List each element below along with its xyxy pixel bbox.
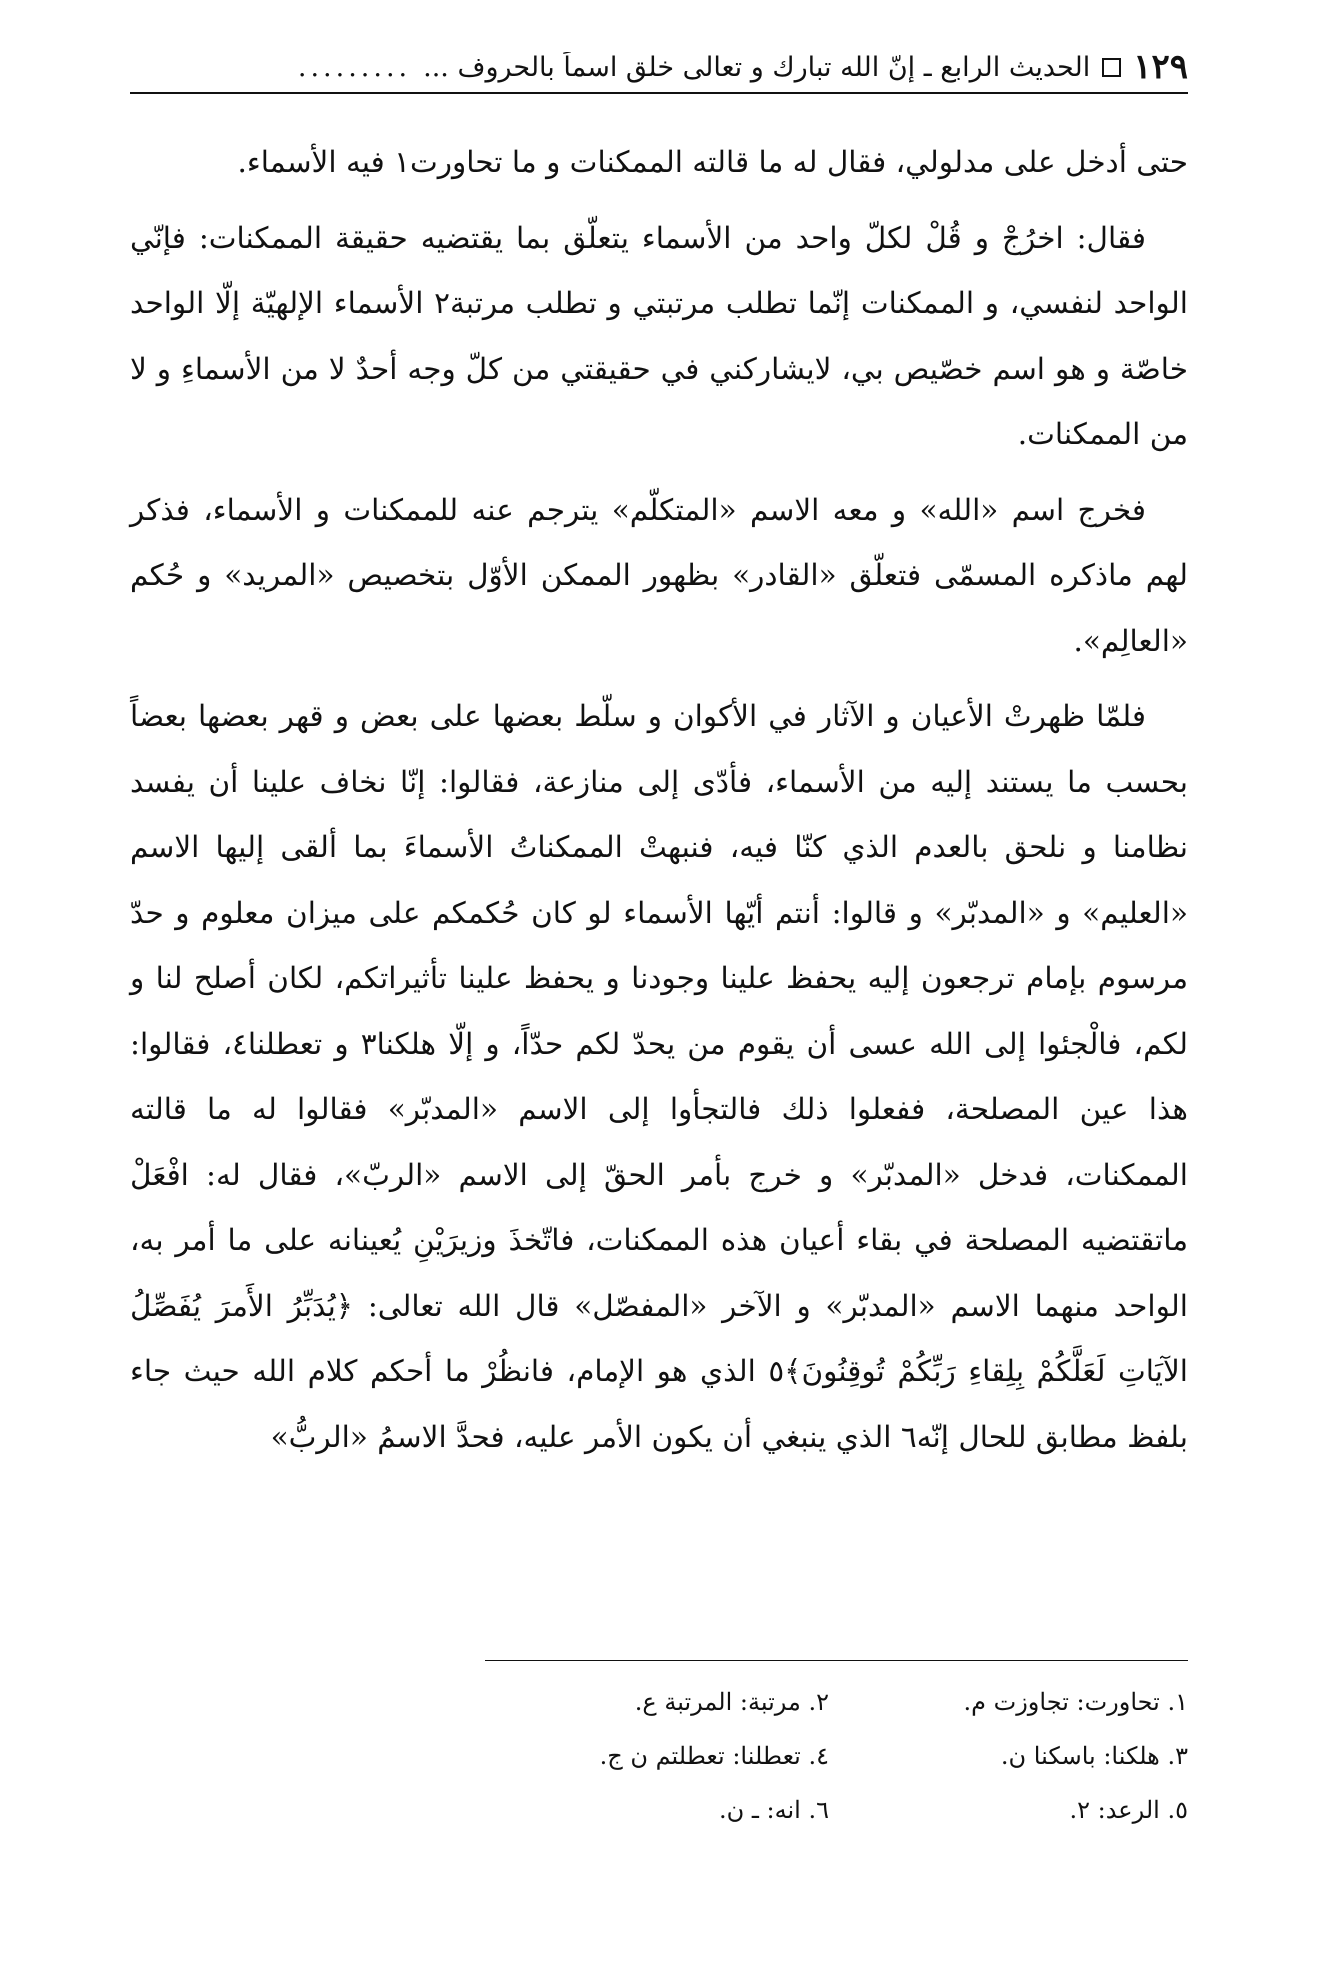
paragraph: حتى أدخل على مدلولي، فقال له ما قالته الممكنات و ما تحاورت١ فيه الأسماء.	[237, 145, 1188, 179]
footnotes	[470, 1685, 1188, 1827]
footnote: ٤. تعطلنا: تعطلتم ن ج.	[599, 1742, 829, 1770]
header-rule	[130, 92, 1188, 94]
footnote-rule	[485, 1660, 1188, 1661]
footnote: ٣. هلكنا: باسكنا ن.	[1000, 1742, 1188, 1770]
paragraph: فلمّا ظهرتْ الأعيان و الآثار في الأكوان و سلّط بعضها على بعض و قهر بعضها بعضاً بحسب ما يستند إليه من الأسماء، فأدّى إلى منازعة، فقالوا: إنّا نخاف علينا أن يفسد نظامنا و نلحق بالعدم الذي كنّا فيه، فنبهتْ الممكناتُ الأسماءَ بما ألقى إليها الاسم «العليم» و «المدبّر» و قالوا: أنتم أيّها الأسماء لو كان حُكمكم على ميزان معلوم و حدّ مرسوم بإمام ترجعون إليه يحفظ علينا وجودنا و يحفظ علينا تأثيراتكم، لكان أصلح لنا و لكم، فالْجئوا إلى الله عسى أن يقوم من يحدّ لكم حدّاً، و إلّا هلكنا٣ و تعطلنا٤، فقالوا: هذا عين المصلحة، ففعلوا ذلك فالتجأوا إلى الاسم «المدبّر» فقالوا له ما قالته الممكنات، فدخل «المدبّر» و خرج بأمر الحقّ إلى الاسم «الربّ»، فقال له: افْعَلْ ماتقتضيه المصلحة في بقاء أعيان هذه الممكنات، فاتّخذَ وزيرَيْنِ يُعينانه على ما أمر به، الواحد منهما الاسم «المدبّر» و الآخر «المفصّل» قال الله تعالى: ﴿يُدَبِّرُ الأَمرَ يُفَصِّلُ الآيَاتِ لَعَلَّكُمْ بِلِقاءِ رَبِّكُمْ تُوقِنُونَ﴾٥ الذي هو الإمام، فانظُرْ ما أحكم كلام الله حيث جاء بلفظ مطابق للحال إنّه٦ الذي ينبغي أن يكون الأمر عليه، فحدَّ الاسمُ «الربُّ»	[130, 699, 1188, 1454]
main-text	[130, 130, 1188, 1480]
square-ornament-icon	[1102, 58, 1121, 77]
running-header	[130, 42, 1188, 92]
footnote: ٥. الرعد: ٢.	[1069, 1796, 1188, 1824]
footnote: ١. تحاورت: تجاوزت م.	[963, 1688, 1188, 1716]
header-dot-leader: .........	[297, 51, 412, 83]
paragraph: فخرج اسم «الله» و معه الاسم «المتكلّم» يترجم عنه للممكنات و الأسماء، فذكر لهم ماذكره المسمّى فتعلّق «القادر» بظهور الممكن الأوّل بتخصيص «المريد» و حُكم «العالِم».	[130, 492, 1188, 658]
footnote: ٦. انه: ـ ن.	[719, 1796, 829, 1824]
paragraph: فقال: اخرُجْ و قُلْ لكلّ واحد من الأسماء يتعلّق بما يقتضيه حقيقة الممكنات: فإنّي الواحد لنفسي، و الممكنات إنّما تطلب مرتبتي و تطلب مرتبة٢ الأسماء الإلهيّة إلّا الواحد خاصّة و هو اسم خصّيص بي، لايشاركني في حقيقتي من كلّ وجه أحدٌ لا من الأسماءِ و لا من الممكنات.	[130, 220, 1188, 451]
footnote: ٢. مرتبة: المرتبة ع.	[634, 1688, 829, 1716]
running-title: الحديث الرابع ـ إنّ الله تبارك و تعالى خلق اسماً بالحروف ...	[423, 51, 1091, 83]
page-number: ١٢٩	[1133, 47, 1188, 87]
